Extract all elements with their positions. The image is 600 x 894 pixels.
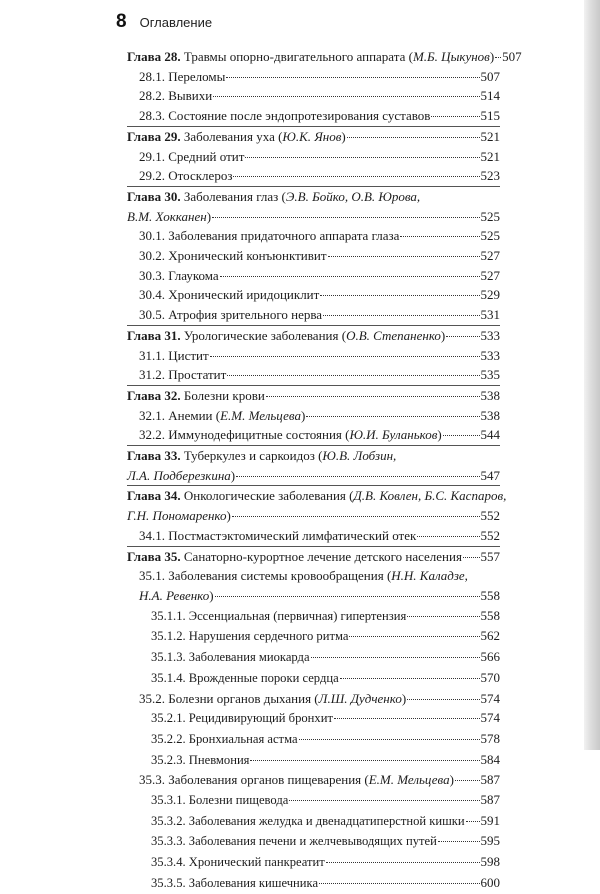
toc-entry[interactable]: 35.2.2. Бронхиальная астма 578 [127, 729, 500, 750]
toc-page-number: 562 [480, 628, 500, 644]
dot-leader [455, 779, 480, 781]
toc-page-number: 514 [480, 88, 500, 104]
toc-page-number: 587 [480, 792, 500, 808]
toc-page-number: 552 [480, 508, 500, 524]
dot-leader [323, 314, 479, 316]
toc-page-number: 521 [480, 148, 500, 164]
toc-page-number: 578 [480, 730, 500, 746]
toc-page-number: 529 [480, 287, 500, 303]
toc-entry[interactable]: 30.3. Глаукома 527 [127, 266, 500, 286]
dot-leader [463, 556, 480, 558]
toc-chapter-35 [127, 547, 500, 894]
toc-entry[interactable]: 35.3.2. Заболевания желудка и двенадцатиперстной кишки 591 [127, 811, 500, 832]
dot-leader [407, 698, 479, 700]
toc-entry[interactable]: 35.1.2. Нарушения сердечного ритма 562 [127, 626, 500, 647]
dot-leader [400, 235, 479, 237]
toc-page-number: 557 [480, 548, 500, 564]
toc-chapter-28 [127, 47, 522, 127]
toc-page-number: 552 [480, 527, 500, 543]
toc-entry[interactable]: 28.2. Вывихи 514 [127, 86, 500, 106]
dot-leader [446, 335, 479, 337]
toc-entry[interactable]: 30.2. Хронический конъюнктивит 527 [127, 246, 500, 266]
toc-entry[interactable]: Глава 32. Болезни крови 538 [127, 386, 500, 406]
toc-page-number: 527 [480, 248, 500, 264]
toc-entry[interactable]: Глава 33. Туберкулез и саркоидоз (Ю.В. Лобзин, Л.А. Подберезкина) 547 [127, 446, 500, 485]
toc-page-number: 558 [480, 607, 500, 623]
dot-leader [311, 656, 480, 658]
dot-leader [443, 434, 480, 436]
dot-leader [299, 738, 480, 740]
toc-entry[interactable]: 35.2. Болезни органов дыхания (Л.Ш. Дудченко) 574 [127, 689, 500, 709]
page-header [116, 11, 212, 33]
toc-page-number: 527 [480, 267, 500, 283]
dot-leader [407, 615, 479, 617]
dot-leader [326, 861, 480, 863]
dot-leader [289, 799, 479, 801]
toc-entry[interactable]: Глава 31. Урологические заболевания (О.В. Степаненко) 533 [127, 326, 500, 346]
toc-entry[interactable]: 35.1.3. Заболевания миокарда 566 [127, 647, 500, 668]
toc-chapter-32 [127, 386, 500, 446]
dot-leader [438, 840, 480, 842]
dot-leader [431, 115, 479, 117]
section-title: Оглавление [139, 15, 213, 30]
toc-page-number: 531 [480, 307, 500, 323]
toc-page-number: 574 [480, 690, 500, 706]
dot-leader [227, 374, 479, 376]
page-edge-shadow [584, 0, 600, 750]
toc-page-number: 533 [480, 347, 500, 363]
toc-entry[interactable]: 35.3.1. Болезни пищевода 587 [127, 790, 500, 811]
toc-page-number: 507 [480, 68, 500, 84]
table-of-contents [127, 47, 522, 894]
toc-entry[interactable]: 35.1.1. Эссенциальная (первичная) гипертензия 558 [127, 606, 500, 627]
toc-page-number: 507 [502, 49, 522, 64]
toc-entry[interactable]: 30.4. Хронический иридоциклит 529 [127, 285, 500, 305]
dot-leader [245, 156, 479, 158]
toc-page-number: 587 [480, 772, 500, 788]
dot-leader [226, 76, 479, 78]
toc-page-number: 558 [480, 587, 500, 603]
toc-entry[interactable]: 28.1. Переломы 507 [127, 67, 500, 87]
toc-entry[interactable]: Глава 35. Санаторно-курортное лечение детского населения 557 [127, 547, 500, 567]
toc-page-number: 521 [480, 128, 500, 144]
toc-page-number: 600 [480, 874, 500, 890]
toc-entry[interactable]: 29.1. Средний отит 521 [127, 147, 500, 167]
dot-leader [466, 820, 480, 822]
dot-leader [215, 595, 480, 597]
toc-entry[interactable]: 35.2.3. Пневмония 584 [127, 750, 500, 771]
toc-entry[interactable]: Глава 29. Заболевания уха (Ю.К. Янов) 521 [127, 127, 500, 147]
toc-chapter-29 [127, 127, 500, 187]
dot-leader [417, 535, 479, 537]
toc-entry[interactable]: 35.3. Заболевания органов пищеварения (Е.М. Мельцева) 587 [127, 770, 500, 790]
dot-leader [233, 175, 479, 177]
toc-page-number: 584 [480, 751, 500, 767]
dot-leader [220, 275, 480, 277]
toc-entry[interactable]: 29.2. Отосклероз 523 [127, 166, 500, 186]
toc-page-number: 535 [480, 367, 500, 383]
toc-page-number: 570 [480, 669, 500, 685]
toc-page-number: 574 [480, 710, 500, 726]
toc-entry[interactable]: 32.2. Иммунодефицитные состояния (Ю.И. Буланьков) 544 [127, 425, 500, 445]
toc-entry[interactable]: Глава 28. Травмы опорно-двигательного аппарата (М.Б. Цыкунов) 507 [127, 47, 500, 67]
toc-page-number: 598 [480, 854, 500, 870]
toc-page-number: 525 [480, 228, 500, 244]
toc-page-number: 566 [480, 649, 500, 665]
toc-page-number: 544 [480, 427, 500, 443]
dot-leader [328, 255, 480, 257]
dot-leader [210, 355, 480, 357]
toc-entry[interactable]: 31.1. Цистит 533 [127, 346, 500, 366]
toc-entry[interactable]: 28.3. Состояние после эндопротезирования суставов 515 [127, 106, 500, 126]
toc-page-number: 515 [480, 108, 500, 124]
toc-entry[interactable]: 30.1. Заболевания придаточного аппарата глаза 525 [127, 226, 500, 246]
toc-page-number: 547 [480, 467, 500, 483]
toc-chapter-33 [127, 446, 500, 486]
dot-leader [340, 677, 480, 679]
dot-leader [212, 216, 479, 218]
dot-leader [334, 717, 480, 719]
toc-page-number: 538 [480, 387, 500, 403]
dot-leader [213, 95, 479, 97]
dot-leader [232, 515, 480, 517]
toc-entry[interactable]: 35.3.4. Хронический панкреатит 598 [127, 852, 500, 873]
dot-leader [250, 759, 479, 761]
page-number: 8 [116, 11, 127, 32]
dot-leader [319, 882, 479, 884]
dot-leader [306, 415, 479, 417]
toc-page-number: 523 [480, 168, 500, 184]
dot-leader [236, 475, 479, 477]
dot-leader [347, 136, 480, 138]
toc-entry[interactable]: 35.2.1. Рецидивирующий бронхит 574 [127, 708, 500, 729]
toc-entry[interactable]: Глава 30. Заболевания глаз (Э.В. Бойко, О.В. Юрова, В.М. Хокканен) 525 [127, 187, 500, 226]
toc-entry[interactable]: 34.1. Постмастэктомический лимфатический отек 552 [127, 526, 500, 546]
toc-chapter-34 [127, 486, 507, 546]
toc-entry[interactable]: Глава 34. Онкологические заболевания (Д.В. Ковлен, Б.С. Каспаров, Г.Н. Пономаренко) 552 [127, 486, 500, 525]
dot-leader [266, 395, 480, 397]
toc-page-number: 595 [480, 833, 500, 849]
toc-page-number: 533 [480, 327, 500, 343]
dot-leader [495, 56, 501, 58]
toc-page-number: 538 [480, 407, 500, 423]
toc-entry[interactable]: 32.1. Анемии (Е.М. Мельцева) 538 [127, 406, 500, 426]
toc-entry[interactable]: 35.1. Заболевания системы кровообращения (Н.Н. Каладзе, Н.А. Ревенко) 558 [127, 566, 500, 605]
toc-entry[interactable]: 31.2. Простатит 535 [127, 365, 500, 385]
toc-entry[interactable]: 35.3.3. Заболевания печени и желчевыводящих путей 595 [127, 831, 500, 852]
dot-leader [320, 294, 479, 296]
toc-entry[interactable]: 35.3.5. Заболевания кишечника 600 [127, 873, 500, 894]
toc-chapter-30 [127, 187, 500, 326]
toc-entry[interactable]: 35.1.4. Врожденные пороки сердца 570 [127, 668, 500, 689]
toc-chapter-31 [127, 326, 500, 386]
toc-entry[interactable]: 30.5. Атрофия зрительного нерва 531 [127, 305, 500, 325]
toc-page-number: 591 [480, 812, 500, 828]
dot-leader [349, 635, 479, 637]
toc-page-number: 525 [480, 208, 500, 224]
